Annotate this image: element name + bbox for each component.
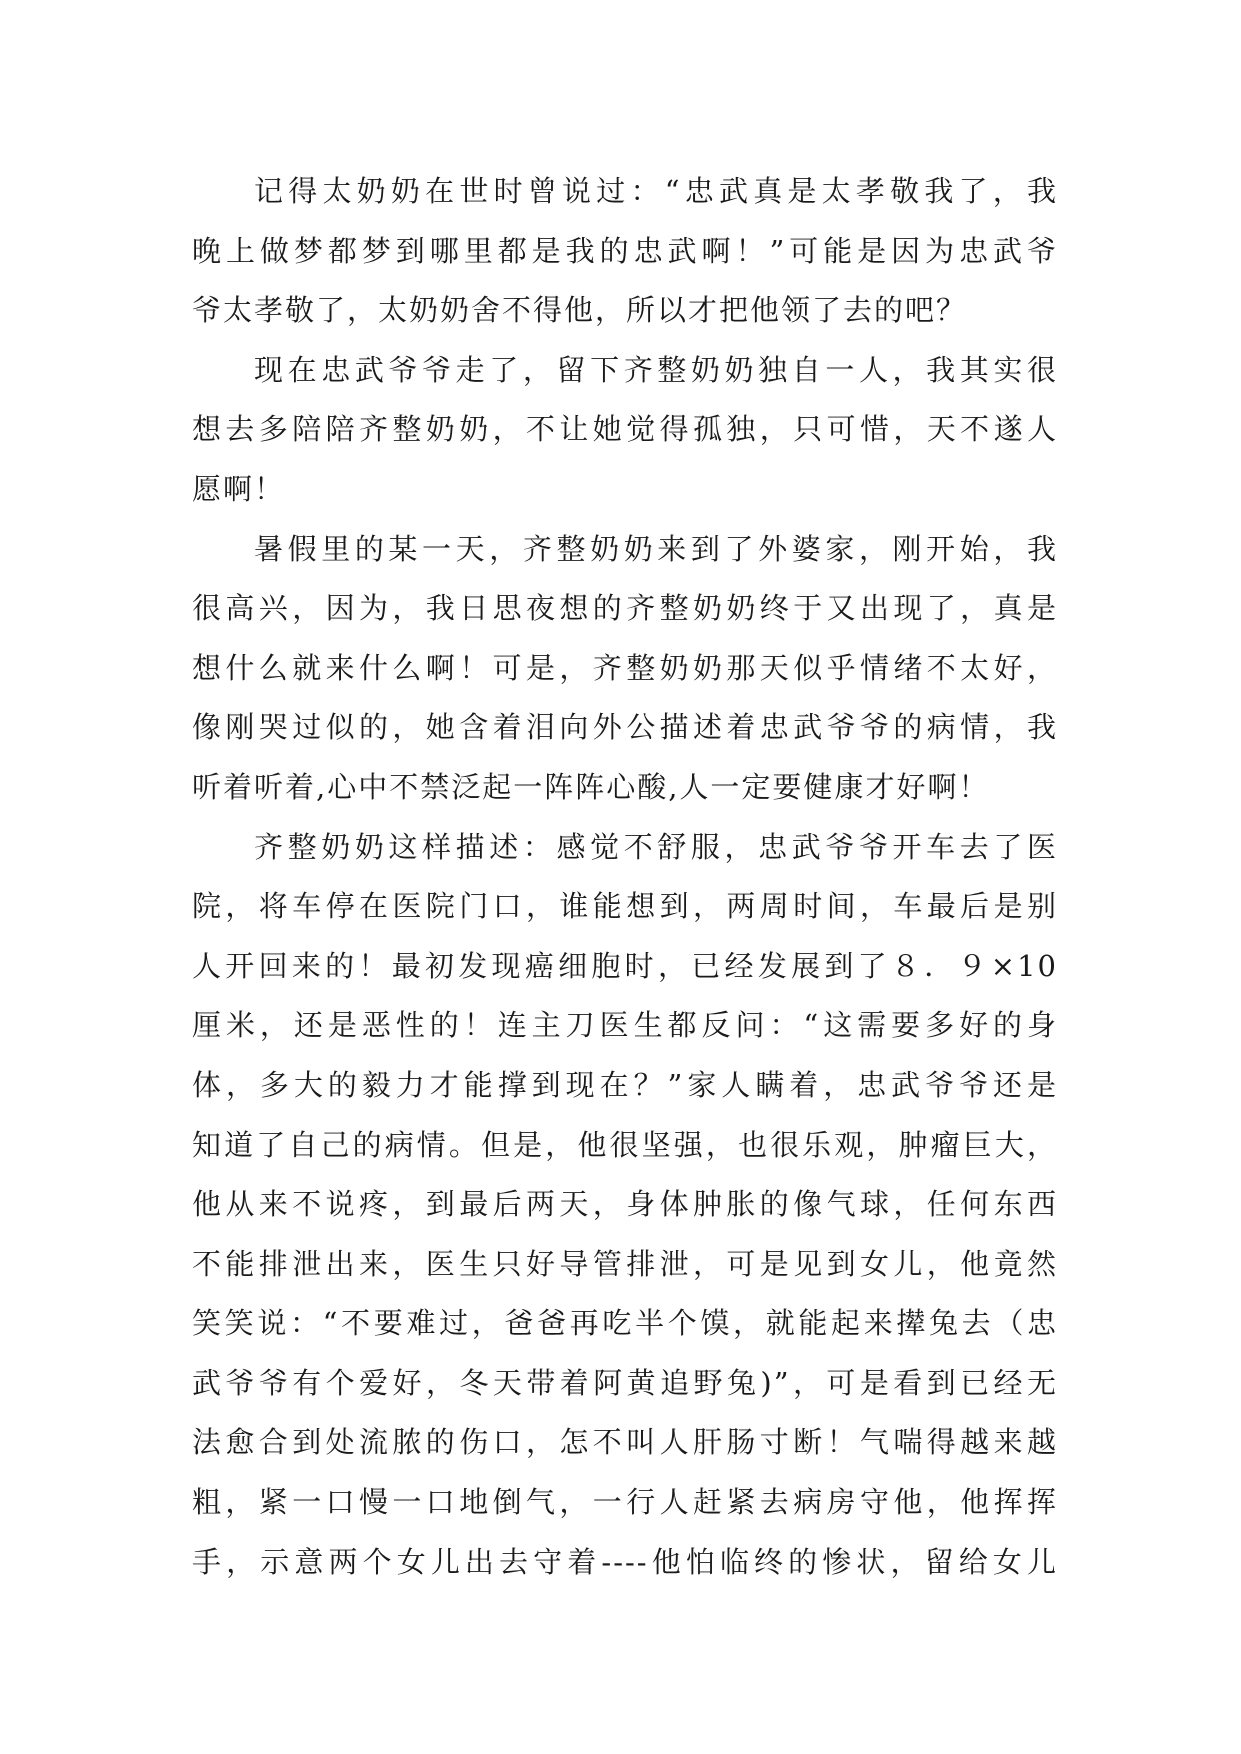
paragraph-line: 法愈合到处流脓的伤口，怎不叫人肝肠寸断！气喘得越来越: [192, 1425, 1058, 1460]
paragraph-line: 记得太奶奶在世时曾说过：“忠武真是太孝敬我了，我: [254, 174, 1058, 208]
paragraph-line: 知道了自己的病情。但是，他很坚强，也很乐观，肿瘤巨大，: [192, 1127, 1058, 1162]
paragraph-line: 院，将车停在医院门口，谁能想到，两周时间，车最后是别: [192, 889, 1058, 924]
paragraph-line: 想去多陪陪齐整奶奶，不让她觉得孤独，只可惜，天不遂人: [192, 412, 1058, 447]
paragraph-line: 人开回来的！最初发现癌细胞时，已经发展到了８．９×10: [192, 948, 1058, 983]
paragraph-line: 很高兴，因为，我日思夜想的齐整奶奶终于又出现了，真是: [192, 591, 1058, 626]
paragraph-line: 他从来不说疼，到最后两天，身体肿胀的像气球，任何东西: [192, 1187, 1058, 1222]
paragraph-line: 爷太孝敬了，太奶奶舍不得他，所以才把他领了去的吧？: [192, 293, 968, 328]
paragraph-line: 笑笑说：“不要难过，爸爸再吃半个馍，就能起来撵兔去（忠: [192, 1306, 1058, 1341]
paragraph-line: 想什么就来什么啊！可是，齐整奶奶那天似乎情绪不太好，: [192, 650, 1058, 685]
paragraph-line: 体，多大的毅力才能撑到现在？”家人瞒着，忠武爷爷还是: [192, 1067, 1058, 1102]
paragraph-line: 暑假里的某一天，齐整奶奶来到了外婆家，刚开始，我: [254, 531, 1058, 566]
paragraph-line: 现在忠武爷爷走了，留下齐整奶奶独自一人，我其实很: [254, 352, 1058, 387]
paragraph-line: 不能排泄出来，医生只好导管排泄，可是见到女儿，他竟然: [192, 1246, 1058, 1281]
paragraph-line: 像刚哭过似的，她含着泪向外公描述着忠武爷爷的病情，我: [192, 710, 1058, 745]
paragraph-line: 厘米，还是恶性的！连主刀医生都反问：“这需要多好的身: [192, 1008, 1058, 1043]
paragraph-line: 手，示意两个女儿出去守着----他怕临终的惨状，留给女儿: [192, 1544, 1058, 1579]
paragraph-line: 听着听着,心中不禁泛起一阵阵心酸,人一定要健康才好啊！: [192, 769, 990, 804]
paragraph-line: 粗，紧一口慢一口地倒气，一行人赶紧去病房守他，他挥挥: [192, 1485, 1058, 1520]
body-text: [192, 162, 1058, 1592]
paragraph-line: 晚上做梦都梦到哪里都是我的忠武啊！”可能是因为忠武爷: [192, 233, 1058, 268]
paragraph-line: 愿啊！: [192, 471, 286, 506]
paragraph-line: 武爷爷有个爱好，冬天带着阿黄追野兔)”，可是看到已经无: [192, 1365, 1058, 1400]
paragraph-line: 齐整奶奶这样描述：感觉不舒服，忠武爷爷开车去了医: [254, 829, 1058, 864]
